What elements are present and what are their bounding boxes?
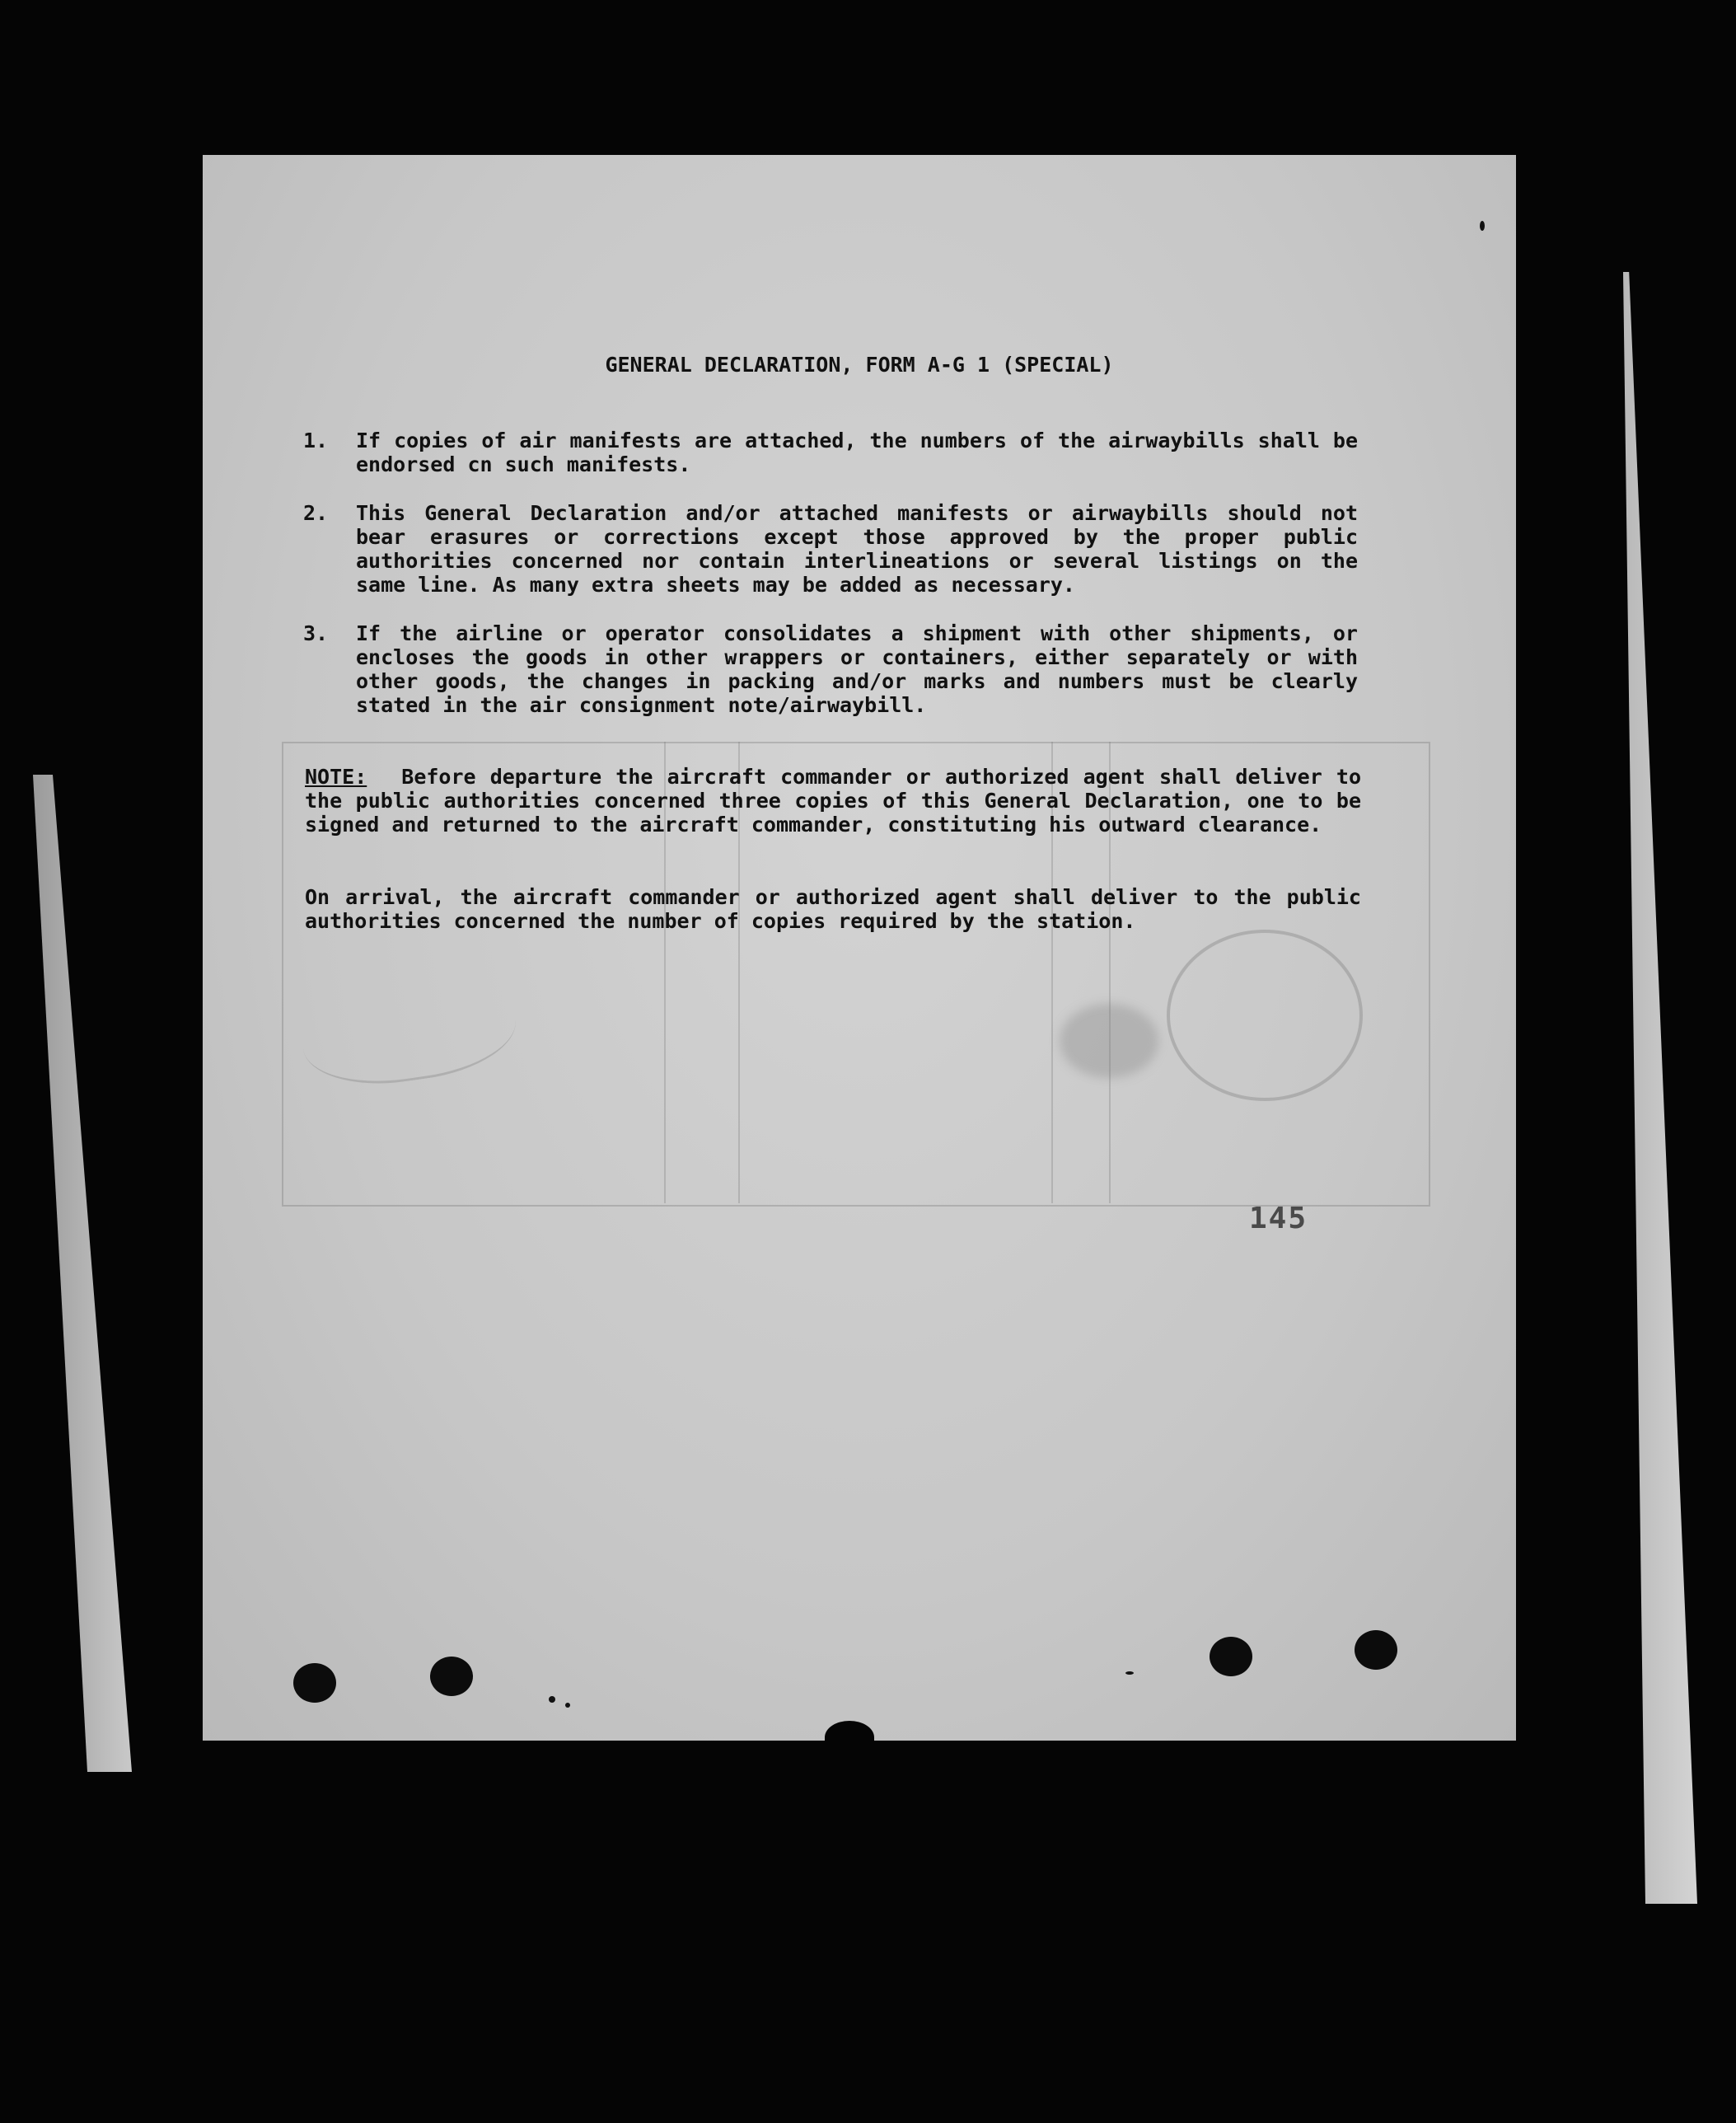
item-number: 2. [303,501,329,525]
ink-speck [549,1696,555,1703]
instruction-item [303,501,1358,600]
instruction-item [303,429,1358,478]
ink-speck [1125,1671,1134,1675]
item-text: If the airline or operator consolidates a shipment with other shipments, or encloses the goods in other wrappers or containers, either separately or with other goods, the changes in packing and/or marks and numbers must be clearly stated in the air consignment note/airwaybill. [356,621,1358,717]
page-title: GENERAL DECLARATION, FORM A-G 1 (SPECIAL) [605,353,1114,377]
arrival-paragraph: On arrival, the aircraft commander or authorized agent shall deliver to the public authorities concerned the number of copies required by the station. [305,885,1361,933]
document-page [203,155,1516,1741]
ink-speck [565,1703,570,1708]
adjacent-page-left-edge [33,775,132,1772]
instruction-item [303,621,1358,720]
punch-hole [1355,1630,1397,1670]
ink-speck [1480,221,1485,231]
bleed-through-stamp [1167,930,1363,1101]
bleed-through-smudge [1060,1004,1158,1078]
punch-hole [1210,1637,1252,1676]
item-number: 1. [303,429,329,452]
note-text: Before departure the aircraft commander or authorized agent shall deliver to the public authorities concerned three copies of this General Declaration, one to be signed and returned to the aircraft commander, constituting his outward clearance. [305,765,1361,837]
page-number: 145 [1249,1202,1308,1235]
punch-hole [293,1663,336,1703]
item-text: This General Declaration and/or attached manifests or airwaybills should not bear erasures or corrections except those approved by the proper public authorities concerned nor contain interlineations or several listings on the same line. As many extra sheets may be added as necessary. [356,501,1358,597]
item-number: 3. [303,621,329,645]
note-paragraph [305,765,1361,837]
punch-hole [430,1657,473,1696]
item-text: If copies of air manifests are attached, the numbers of the airwaybills shall be endorsed cn such manifests. [356,429,1358,476]
adjacent-page-right-edge [1623,272,1697,1904]
note-label: NOTE: [305,765,367,789]
paper-tear [825,1721,874,1741]
